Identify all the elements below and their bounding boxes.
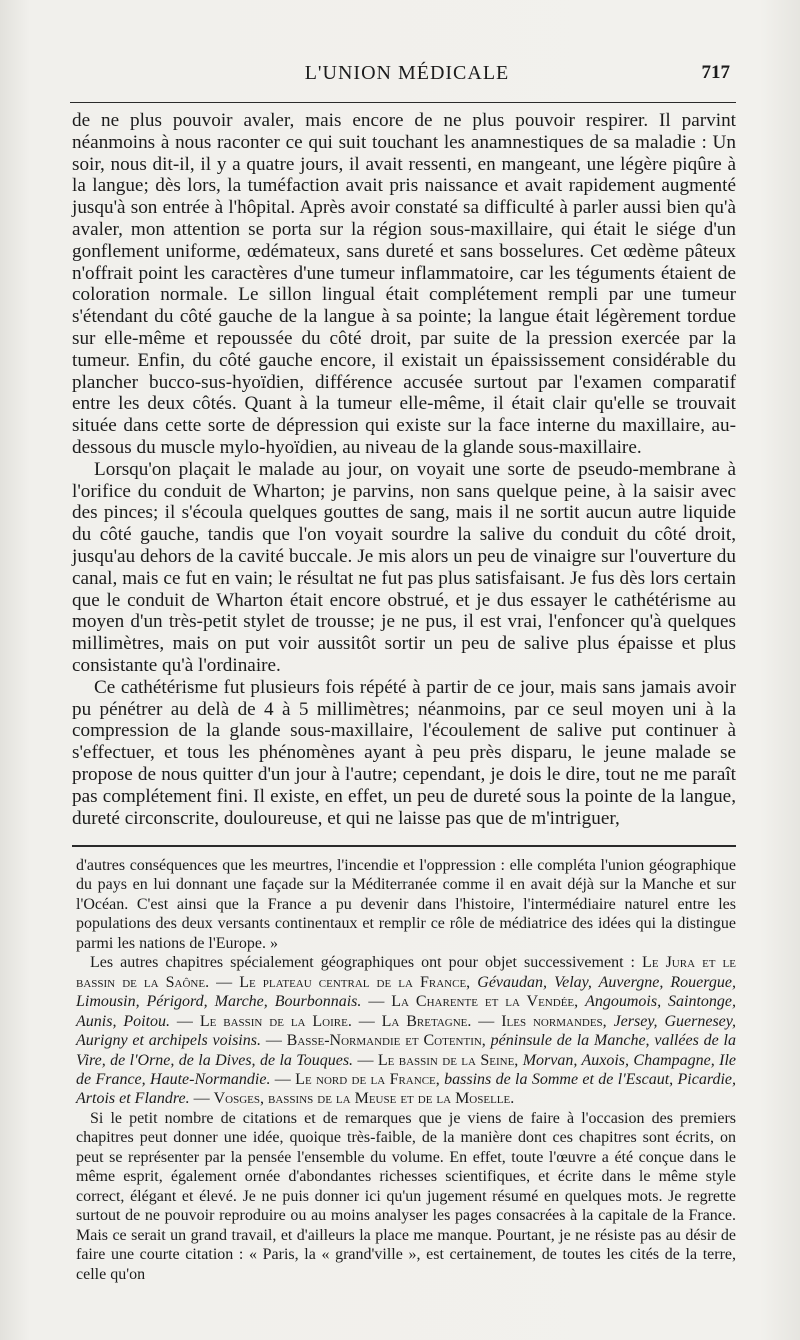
feuilleton-paragraph: d'autres conséquences que les meurtres, l'incendie et l'oppression : elle compléta l'union géographique du pays en lui donnant une façade sur la Méditerranée comme il en avait déjà sur la Manche et sur l'Océan. C'est ainsi que la France a pu devenir dans l'histoire, l'intermédiaire naturel entre les populations des deux versants continentaux et remplir ce rôle de médiatrice des idées qui la distingue parmi les nations de l'Europe. » <box>76 857 736 952</box>
feuilleton <box>76 856 736 1284</box>
region-subtitle: Gévaudan, Velay, Auvergne, Rouergue, Limousin, Périgord, Marche, Bourbonnais. <box>76 973 737 1011</box>
region-heading: Le nord de la France, <box>295 1070 440 1088</box>
region-heading: Le Jura et le bassin de la Saône. <box>76 954 736 991</box>
region-heading: Le bassin de la Loire. <box>199 1012 352 1030</box>
region-items: Le Jura et le bassin de la Saône. — Le plateau central de la France, Gévaudan, Velay, Auvergne, Rouergue, Limousin, Périgord, Marche, Bourbonnais. — La Charente et la Vendée, Angoumois, Saintonge, Aunis, Poitou. — Le bassin de la Loire. — La Bretagne. — Iles normandes, Jersey, Guernesey, Aurigny et archipels voisins. — Basse-Normandie et Cotentin, péninsule de la Manche, vallées de la Vire, de l'Orne, de la Dives, de la Touques. — Le bassin de la Seine, Morvan, Auxois, Champagne, Ile de France, Haute-Normandie. — Le nord de la France, bassins de la Somme et de l'Escaut, Picardie, Artois et Flandre. — Vosges, bassins de la Meuse et de la Moselle. <box>76 954 737 1108</box>
region-subtitle: péninsule de la Manche, vallées de la Vire, de l'Orne, de la Dives, de la Touques. <box>76 1032 737 1069</box>
region-heading: Basse-Normandie et Cotentin, <box>286 1032 486 1050</box>
region-heading: Le bassin de la Seine, <box>377 1051 519 1069</box>
region-heading: La Charente et la Vendée, <box>391 993 579 1011</box>
chapter-list-intro: Les autres chapitres spécialement géographiques ont pour objet successivement : <box>90 954 643 972</box>
feuilleton-separator <box>72 845 736 847</box>
region-heading: Iles normandes, <box>501 1012 607 1030</box>
running-title: L'UNION MÉDICALE <box>304 62 510 84</box>
page-header <box>72 62 742 90</box>
region-subtitle: Morvan, Auxois, Champagne, Ile de France, Haute-Normandie. <box>76 1051 737 1088</box>
region-heading: Le plateau central de la France, <box>239 973 471 991</box>
region-subtitle: Angoumois, Saintonge, Aunis, Poitou. <box>76 993 737 1030</box>
feuilleton-chapter-list <box>76 953 736 1109</box>
header-rule <box>70 102 736 103</box>
page-number: 717 <box>701 62 730 83</box>
main-article <box>72 110 736 829</box>
region-heading: Vosges, bassins de la Meuse et de la Moselle. <box>213 1090 515 1108</box>
article-paragraph: de ne plus pouvoir avaler, mais encore de ne plus pouvoir respirer. Il parvint néanmoins à nous raconter ce qui suit touchant les anamnestiques de sa maladie : Un soir, nous dit-il, il y a quatre jours, il avait ressenti, en mangeant, une légère piqûre à la langue; dès lors, la tuméfaction avait pris naissance et avait rapidement augmenté jusqu'à son entrée à l'hôpital. Après avoir constaté sa difficulté à parler aussi bien qu'à avaler, mon attention se porta sur la région sous-maxillaire, qui était le siége d'un gonflement uniforme, œdémateux, sans dureté et sans bosselures. Cet œdème pâteux n'offrait point les caractères d'une tumeur inflammatoire, car les téguments étaient de coloration normale. Le sillon lingual était complétement rempli par une tumeur s'étendant du côté gauche de la langue à sa pointe; la langue était légèrement tordue sur elle-même et repoussée du côté droit, par suite de la pression exercée par la tumeur. Enfin, du côté gauche encore, il existait un épaississement considérable du plancher bucco-sus-hyoïdien, différence accusée surtout par l'examen comparatif entre les deux côtés. Quant à la tumeur elle-même, il était clair qu'elle se trouvait située dans cette sorte de dépression qui existe sur la face interne du maxillaire, au-dessous du muscle mylo-hyoïdien, au niveau de la glande sous-maxillaire. <box>72 110 736 458</box>
region-subtitle: bassins de la Somme et de l'Escaut, Picardie, Artois et Flandre. <box>76 1070 737 1108</box>
article-paragraph: Lorsqu'on plaçait le malade au jour, on voyait une sorte de pseudo-membrane à l'orifice du conduit de Wharton; je parvins, non sans quelque peine, à la saisir avec des pinces; il s'écoula quelques gouttes de sang, mais il ne sortit aucun autre liquide du côté gauche, tandis que l'on voyait sourdre la salive du conduit du côté droit, jusqu'au dehors de la cavité buccale. Je mis alors un peu de vinaigre sur l'ouverture du canal, mais ce fut en vain; le résultat ne fut pas plus satisfaisant. Je fus dès lors certain que le conduit de Wharton était encore obstrué, et je dus essayer le cathétérisme au moyen d'un très-petit stylet de trousse; je ne pus, il est vrai, l'enfoncer qu'à quelques millimètres, mais on put voir aussitôt sortir un peu de salive plus épaisse et plus consistante qu'à l'ordinaire. <box>72 458 736 676</box>
region-heading: La Bretagne. <box>381 1012 472 1030</box>
region-subtitle: Jersey, Guernesey, Aurigny et archipels voisins. <box>76 1012 736 1050</box>
article-paragraph: Ce cathétérisme fut plusieurs fois répété à partir de ce jour, mais sans jamais avoir pu pénétrer au delà de 4 à 5 millimètres; néanmoins, par ce seul moyen uni à la compression de la glande sous-maxillaire, l'écoulement de salive put continuer à s'effectuer, et tous les phénomènes ayant à peu près disparu, le jeune malade se propose de nous quitter d'un jour à l'autre; cependant, je dois le dire, tout ne me paraît pas complétement fini. Il existe, en effet, un peu de dureté sous la pointe de la langue, dureté circonscrite, douloureuse, et qui ne laisse pas que de m'intriguer, <box>72 676 736 829</box>
feuilleton-paragraph: Si le petit nombre de citations et de remarques que je viens de faire à l'occasion des premiers chapitres peut donner une idée, quoique très-faible, de la manière dont ces chapitres sont écrits, on peut se représenter par la pensée l'ensemble du volume. En effet, toute l'œuvre a été conçue dans le même esprit, également ornée d'abondantes richesses scientifiques, et écrite dans le même style correct, élégant et élevé. Je ne puis donner ici qu'un jugement résumé en quelques mots. Je regrette surtout de ne pouvoir reproduire ou au moins analyser les pages consacrées à la capitale de la France. Mais ce serait un grand travail, et d'ailleurs la place me manque. Pourtant, je ne résiste pas au désir de faire une courte citation : « Paris, la « grand'ville », est certainement, de toutes les cités de la terre, celle qu'on <box>76 1109 736 1283</box>
